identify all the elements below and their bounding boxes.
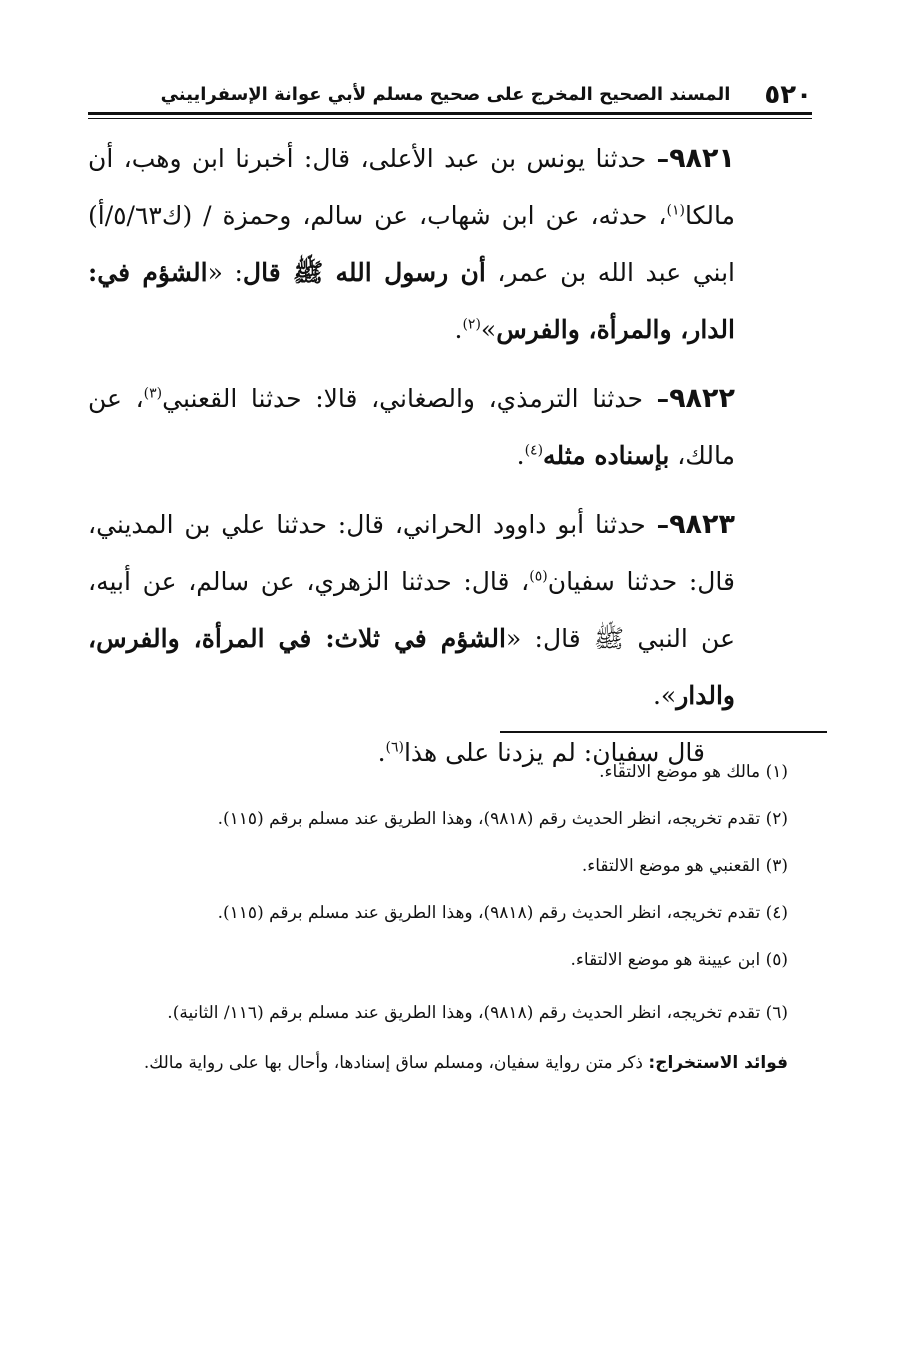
footnote-4: (٤) تقدم تخريجه، انظر الحديث رقم (٩٨١٨)، وهذا الطريق عند مسلم برقم (١١٥). [217, 903, 788, 923]
footnote-1: (١) مالك هو موضع الالتقاء. [599, 762, 788, 782]
hadith-dash: – [656, 384, 670, 413]
page-number: ٥٢٠ [764, 80, 812, 110]
running-title: المسند الصحيح المخرج على صحيح مسلم لأبي عوانة الإسفراييني [160, 84, 731, 105]
extraction-benefits [88, 1043, 788, 1083]
benefits-text: ذكر متن رواية سفيان، ومسلم ساق إسنادها، وأحال بها على رواية مالك. [143, 1053, 649, 1073]
hadith-matn: الشؤم في ثلاث: في المرأة، والفرس، والدار [88, 624, 735, 710]
hadith-text: ، حدثه، عن ابن شهاب، عن سالم، وحمزة / (ك٥/٦٣/أ) ابني عبد الله بن عمر، [88, 201, 735, 287]
footnote-6: (٦) تقدم تخريجه، انظر الحديث رقم (٩٨١٨)، وهذا الطريق عند مسلم برقم (١١٦/ الثانية). [167, 1003, 788, 1023]
hadith-dash: – [656, 144, 670, 173]
benefits-label: فوائد الاستخراج: [648, 1053, 788, 1073]
footnote-ref: (٣) [143, 385, 163, 402]
footnote-ref: (٦) [385, 739, 404, 756]
hadith-bold-text: أن رسول الله ﷺ قال [242, 258, 486, 287]
hadith-text: ، قال: حدثنا الزهري، عن سالم، عن أبيه، عن النبي ﷺ قال: « [88, 567, 736, 653]
footnote-ref: (٢) [462, 316, 481, 333]
footnotes [88, 758, 788, 1093]
hadith-text: : « [207, 258, 243, 287]
header-rule-thin [88, 118, 812, 119]
hadith-matn: الشؤم في: الدار، والمرأة، والفرس [88, 258, 735, 344]
hadith-text: . [454, 315, 463, 344]
page-header [88, 70, 812, 110]
footnote-5: (٥) ابن عيينة هو موضع الالتقاء. [570, 950, 788, 970]
footnote-separator [500, 731, 827, 733]
hadith-dash: – [656, 510, 670, 539]
footnote-ref: (٥) [529, 568, 548, 585]
header-rule-thick [88, 112, 812, 115]
main-text [88, 130, 735, 793]
sufyan-comment: قال سفيان: لم يزدنا على هذا [403, 738, 705, 767]
hadith-bold-text: بإسناده مثله [543, 441, 670, 470]
hadith-9821 [88, 130, 735, 358]
hadith-9823 [88, 496, 735, 781]
hadith-text: » [480, 315, 497, 344]
footnote-ref: (١) [666, 202, 685, 219]
footnote-3: (٣) القعنبي هو موضع الالتقاء. [581, 856, 788, 876]
hadith-text: ، عن مالك، [88, 384, 735, 470]
hadith-text: . [516, 441, 525, 470]
hadith-number: ٩٨٢٣ [669, 509, 735, 540]
hadith-text: . [377, 738, 386, 767]
hadith-text: ». [652, 681, 677, 710]
footnote-2: (٢) تقدم تخريجه، انظر الحديث رقم (٩٨١٨)، وهذا الطريق عند مسلم برقم (١١٥). [217, 809, 788, 829]
hadith-text: حدثنا أبو داوود الحراني، قال: حدثنا علي بن المديني، قال: حدثنا سفيان [88, 510, 735, 596]
hadith-text: حدثنا الترمذي، والصغاني، قالا: حدثنا القعنبي [162, 384, 657, 413]
hadith-number: ٩٨٢١ [669, 143, 735, 174]
hadith-number: ٩٨٢٢ [669, 383, 735, 414]
footnote-ref: (٤) [524, 442, 544, 459]
hadith-text: حدثنا يونس بن عبد الأعلى، قال: أخبرنا ابن وهب، أن مالكا [88, 144, 735, 230]
hadith-9822 [88, 370, 735, 484]
